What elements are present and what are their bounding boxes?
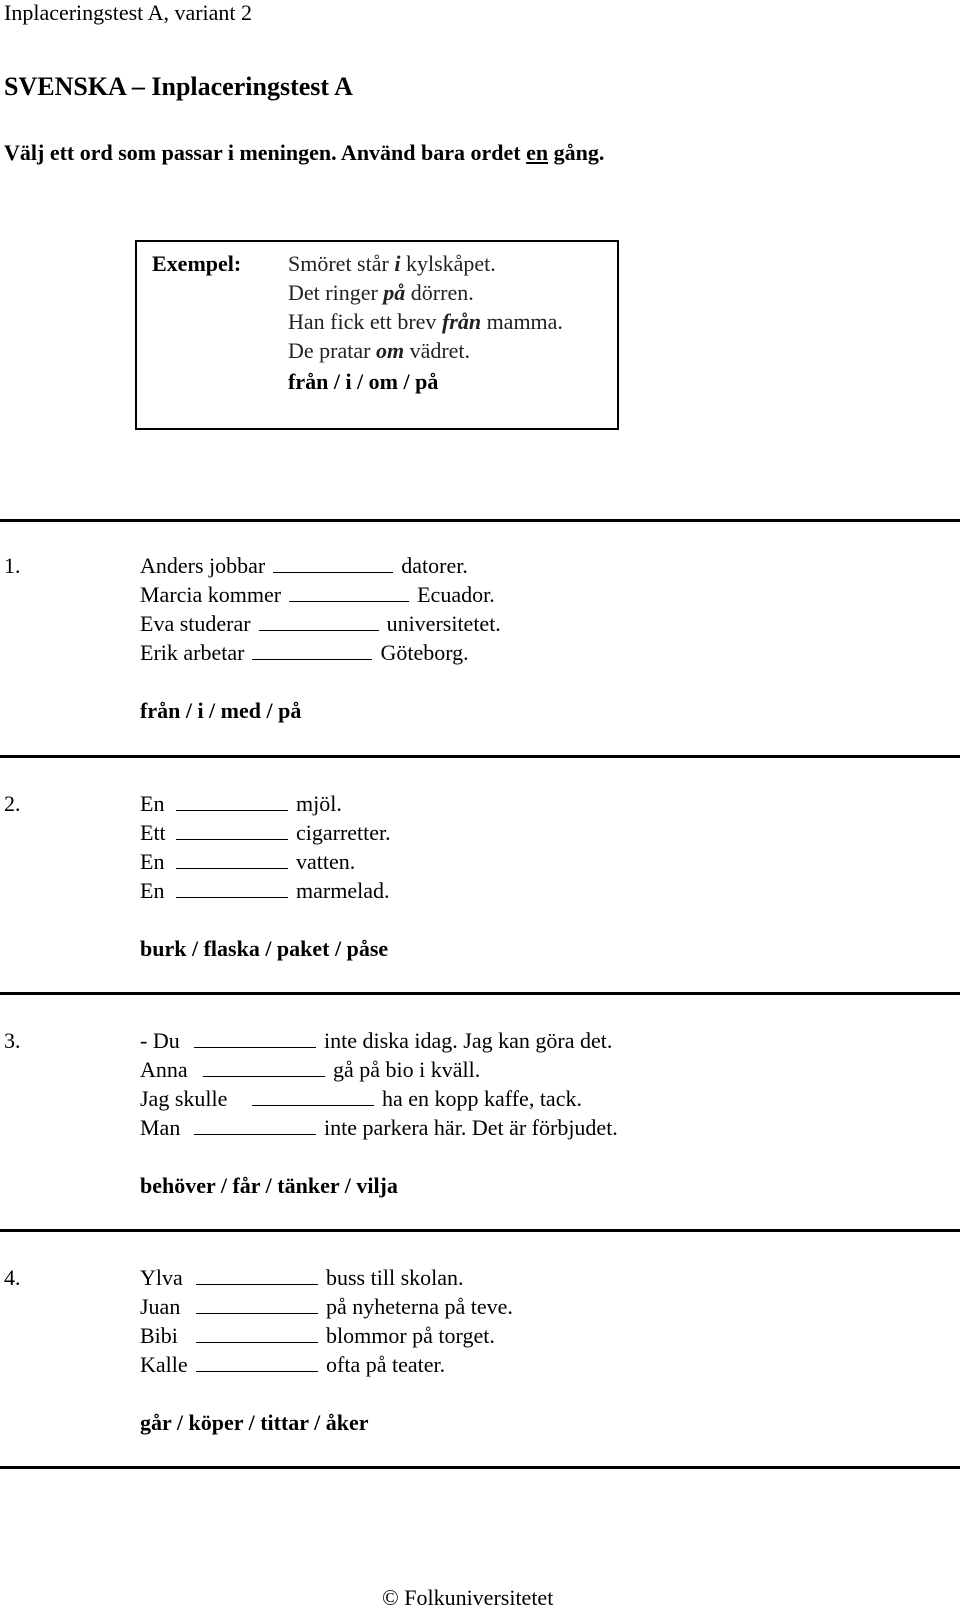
question-line: En vatten. — [140, 849, 356, 874]
question-line: - Du inte diska idag. Jag kan göra det. — [140, 1028, 613, 1053]
divider — [0, 1229, 960, 1232]
divider — [0, 519, 960, 522]
answer-blank[interactable] — [252, 1087, 374, 1106]
question-line: Eva studerar universitetet. — [140, 611, 501, 636]
divider — [0, 755, 960, 758]
example-label: Exempel: — [152, 251, 242, 276]
answer-blank[interactable] — [289, 583, 409, 602]
page-title: SVENSKA – Inplaceringstest A — [4, 72, 353, 101]
answer-blank[interactable] — [196, 1266, 318, 1285]
instruction: Välj ett ord som passar i meningen. Använd bara ordet en gång. — [4, 140, 605, 165]
question-line: Erik arbetar Göteborg. — [140, 640, 469, 665]
question-line: Kalle ofta på teater. — [140, 1352, 446, 1377]
answer-blank[interactable] — [273, 554, 393, 573]
question-line: Anders jobbar datorer. — [140, 553, 468, 578]
answer-blank[interactable] — [196, 1295, 318, 1314]
question-line: Ett cigarretter. — [140, 820, 391, 845]
divider — [0, 992, 960, 995]
question-line: Jag skulle ha en kopp kaffe, tack. — [140, 1086, 582, 1111]
answer-blank[interactable] — [196, 1353, 318, 1372]
question-line: Juan på nyheterna på teve. — [140, 1294, 513, 1319]
answer-blank[interactable] — [176, 879, 288, 898]
question-line: En marmelad. — [140, 878, 390, 903]
example-line: Det ringer på dörren. — [288, 280, 474, 305]
answer-blank[interactable] — [176, 792, 288, 811]
question-number: 4. — [4, 1265, 21, 1290]
question-options: behöver / får / tänker / vilja — [140, 1173, 398, 1198]
answer-blank[interactable] — [176, 850, 288, 869]
question-options: burk / flaska / paket / påse — [140, 936, 389, 961]
question-number: 3. — [4, 1028, 21, 1053]
question-number: 2. — [4, 791, 21, 816]
question-number: 1. — [4, 553, 21, 578]
answer-blank[interactable] — [252, 641, 372, 660]
question-options: från / i / med / på — [140, 698, 302, 723]
instruction-underlined: en — [526, 140, 549, 165]
question-line: Bibi blommor på torget. — [140, 1323, 495, 1348]
footer-copyright: © Folkuniversitetet — [382, 1585, 554, 1610]
question-options: går / köper / tittar / åker — [140, 1410, 369, 1435]
question-line: Marcia kommer Ecuador. — [140, 582, 495, 607]
question-line: Anna gå på bio i kväll. — [140, 1057, 481, 1082]
answer-blank[interactable] — [203, 1058, 325, 1077]
example-line: Smöret står i kylskåpet. — [288, 251, 496, 276]
answer-blank[interactable] — [176, 821, 288, 840]
example-options: från / i / om / på — [288, 369, 439, 394]
question-line: En mjöl. — [140, 791, 342, 816]
divider — [0, 1466, 960, 1469]
page-header: Inplaceringstest A, variant 2 — [4, 0, 253, 25]
answer-blank[interactable] — [259, 612, 379, 631]
question-line: Man inte parkera här. Det är förbjudet. — [140, 1115, 618, 1140]
question-line: Ylva buss till skolan. — [140, 1265, 464, 1290]
example-line: De pratar om vädret. — [288, 338, 471, 363]
answer-blank[interactable] — [194, 1116, 316, 1135]
answer-blank[interactable] — [194, 1029, 316, 1048]
example-line: Han fick ett brev från mamma. — [288, 309, 563, 334]
answer-blank[interactable] — [196, 1324, 318, 1343]
